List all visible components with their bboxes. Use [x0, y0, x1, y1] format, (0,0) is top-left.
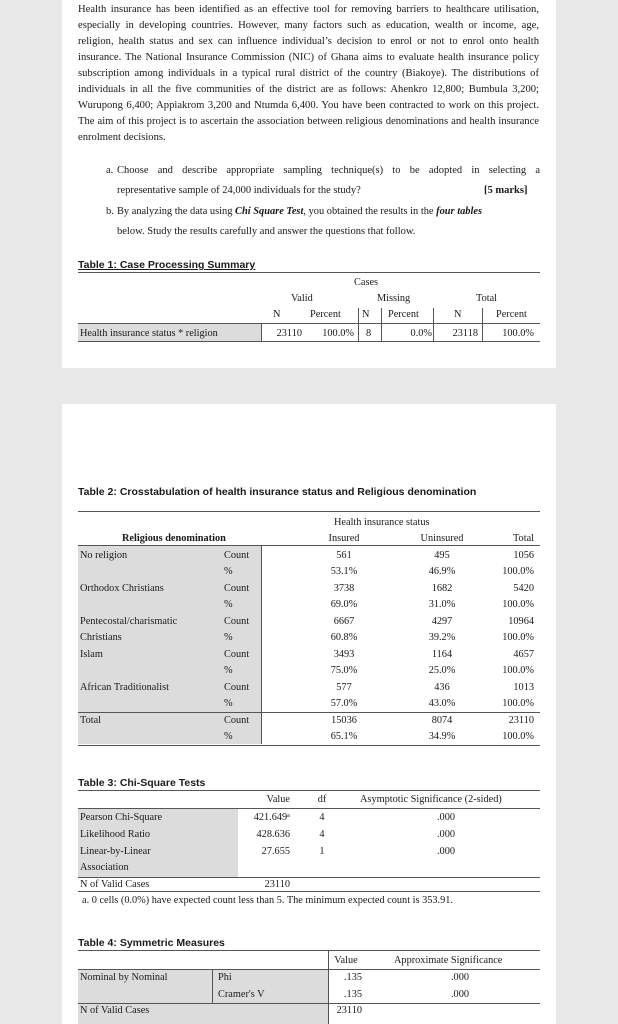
table2-insured-pct: 60.8%: [330, 632, 358, 643]
table2-pct-label: %: [224, 698, 233, 709]
table3-top-rule: [78, 790, 540, 791]
table2-insured-pct: 53.1%: [330, 566, 358, 577]
question-b-line1: [117, 204, 482, 219]
table1-percent-valid: Percent: [310, 309, 341, 320]
question-b-pre: By analyzing the data using: [117, 206, 236, 217]
table4-group-label: Nominal by Nominal: [80, 972, 168, 983]
table2-row-label: Islam: [80, 649, 103, 660]
table1-valid-n: 23110: [276, 328, 302, 339]
table2-total-count: 23110: [508, 715, 534, 726]
table2-count-label: Count: [224, 616, 250, 627]
table3-row-label-line2: Association: [80, 862, 129, 873]
table2-total-pct: 100.0%: [502, 566, 534, 577]
table2-insured-pct: 57.0%: [330, 698, 358, 709]
table2-total-pct: 100.0%: [502, 698, 534, 709]
table2-total-pct: 100.0%: [502, 632, 534, 643]
table3-col-df: df: [317, 794, 327, 805]
table2-insured-pct: 65.1%: [330, 731, 358, 742]
table2-count-label: Count: [224, 583, 250, 594]
table2-insured-count: 577: [336, 682, 352, 693]
table3-col-value: Value: [266, 794, 290, 805]
table1-n-valid: N: [273, 309, 281, 320]
table3-sig: .000: [436, 829, 456, 840]
table2-insured-count: 6667: [333, 616, 355, 627]
table1-missing-header: Missing: [377, 293, 411, 304]
table3-sig: .000: [436, 812, 456, 823]
table3-col-sig: Asymptotic Significance (2-sided): [360, 794, 502, 805]
table3-bottom-rule: [78, 891, 540, 892]
table2-pct-label: %: [224, 731, 233, 742]
table1-percent-total: Percent: [496, 309, 527, 320]
table2-pct-label: %: [224, 566, 233, 577]
table4-cramer-value: .135: [343, 989, 362, 1000]
table3-df: 4: [319, 812, 325, 823]
table2-total-count: 1056: [513, 550, 534, 561]
table2-uninsured-pct: 31.0%: [428, 599, 456, 610]
table2-count-label: Count: [224, 682, 250, 693]
table2-insured-pct: 75.0%: [330, 665, 358, 676]
table2-insured-count: 561: [336, 550, 352, 561]
table2-uninsured-pct: 34.9%: [428, 731, 456, 742]
table2-row-label: Pentecostal/charismatic: [80, 616, 178, 627]
table2-row-label: African Traditionalist: [80, 682, 169, 693]
table1-valid-header: Valid: [291, 293, 313, 304]
table2-insured-count: 15036: [331, 715, 357, 726]
table4-title: Table 4: Symmetric Measures: [78, 937, 225, 949]
table2-row-label: Total: [80, 715, 102, 726]
question-a-line2: representative sample of 24,000 individuals for the study?: [117, 185, 361, 196]
table2-top-rule: [78, 511, 540, 512]
table2-uninsured-pct: 25.0%: [428, 665, 456, 676]
table1-missing-percent: 0.0%: [410, 328, 432, 339]
table3-value: 421.649ᵃ: [253, 812, 290, 823]
table2-col-divider: [261, 546, 262, 744]
table4-nvalid: 23110: [336, 1005, 362, 1016]
table4-cramer-sig: .000: [450, 989, 470, 1000]
table2-row-label: No religion: [80, 550, 128, 561]
table2-uninsured-count: 436: [434, 682, 450, 693]
table2-uninsured-count: 1164: [431, 649, 453, 660]
table2-total-pct: 100.0%: [502, 731, 534, 742]
table2-count-label: Count: [224, 715, 250, 726]
question-b-em1: Chi Square Test: [235, 206, 304, 217]
table1-valid-percent: 100.0%: [322, 328, 354, 339]
table1-total-header: Total: [476, 293, 498, 304]
document-page-1: [62, 0, 556, 368]
table1-missing-n: 8: [366, 328, 372, 339]
table2-insured-count: 3493: [333, 649, 355, 660]
table3-nvalid: 23110: [264, 879, 290, 890]
table2-insured-count: 3738: [333, 583, 355, 594]
table4-phi-value: .135: [343, 972, 362, 983]
table4-phi-sig: .000: [450, 972, 470, 983]
table1-cases-header: Cases: [354, 277, 379, 288]
document-page-2: [62, 404, 556, 1024]
table2-count-label: Count: [224, 550, 250, 561]
table1-n-missing: N: [362, 309, 370, 320]
table3-row-label: Likelihood Ratio: [80, 829, 151, 840]
table1-percent-missing: Percent: [388, 309, 419, 320]
table3-value: 27.655: [261, 846, 290, 857]
table2-row-label: Orthodox Christians: [80, 583, 164, 594]
table4-col-divider: [212, 970, 213, 1004]
table2-count-label: Count: [224, 649, 250, 660]
question-b-line2: below. Study the results carefully and answer the questions that follow.: [117, 226, 416, 237]
table4-col-value: Value: [334, 955, 358, 966]
table3-df: 4: [319, 829, 325, 840]
table2-total-count: 1013: [513, 682, 534, 693]
table1-col-divider: [482, 308, 483, 341]
table4-col-sig: Approximate Significance: [394, 955, 503, 966]
table1-top-rule: [78, 272, 540, 273]
table3-sig: .000: [436, 846, 456, 857]
table2-uninsured-pct: 39.2%: [428, 632, 456, 643]
table2-bottom-rule: [78, 745, 540, 746]
table3-title: Table 3: Chi-Square Tests: [78, 777, 206, 789]
table2-total-rule: [78, 712, 540, 713]
table2-total-count: 5420: [513, 583, 534, 594]
table2-uninsured-pct: 43.0%: [428, 698, 456, 709]
table1-col-divider: [381, 308, 382, 341]
table4-nvalid-label: N of Valid Cases: [80, 1005, 150, 1016]
table2-total-pct: 100.0%: [502, 665, 534, 676]
table2-uninsured-count: 8074: [431, 715, 453, 726]
table1-row-label: Health insurance status * religion: [80, 328, 218, 339]
table1-col-divider: [433, 308, 434, 341]
table2-row-label-line2: Christians: [80, 632, 122, 643]
table2-uninsured-count: 1682: [431, 583, 453, 594]
table1-n-total: N: [454, 309, 462, 320]
question-a-label: a.: [106, 165, 114, 176]
table3-df: 1: [319, 846, 325, 857]
question-a-line1: Choose and describe appropriate sampling technique(s) to be adopted in selecting a: [117, 165, 540, 176]
table2-pct-label: %: [224, 599, 233, 610]
question-b-em2: four tables: [436, 206, 483, 217]
table3-nvalid-label: N of Valid Cases: [80, 879, 150, 890]
table2-group-header: Health insurance status: [334, 517, 430, 528]
table2-col-uninsured: Uninsured: [420, 533, 464, 544]
table1-col-divider: [261, 324, 262, 341]
table4-nvalid-rule: [78, 1003, 540, 1004]
table3-row-label: Linear-by-Linear: [80, 846, 151, 857]
table4-cramer-label: Cramer's V: [218, 989, 265, 1000]
table1-title: Table 1: Case Processing Summary: [78, 259, 256, 271]
table3-nvalid-rule: [78, 877, 540, 878]
table2-col-total: Total: [512, 533, 534, 544]
table1-total-n: 23118: [452, 328, 478, 339]
intro-paragraph: Health insurance has been identified as an effective tool for removing barriers to healthcare utilisation, especially in developing countries. However, many factors such as education, wealth or income, age, religion, health status and sex can influence individual’s decision to enrol or not to enrol onto health insurance. The National Insurance Commission (NIC) of Ghana aims to evaluate health insurance policy subscription among individuals in a typical rural district of the country (Biakoye). The distributions of individuals in all the five communities of the district are as follows: Ahenkro 12,800; Bumbula 3,200; Wurupong 6,400; Appiakrom 3,200 and Ntumda 6,400. You have been contracted to work on this project. The aim of this project is to ascertain the association between religious denominations and health insurance enrolment decisions.: [78, 4, 539, 143]
table2-insured-pct: 69.0%: [330, 599, 358, 610]
table2-col-insured: Insured: [328, 533, 360, 544]
table3-footnote: a. 0 cells (0.0%) have expected count less than 5. The minimum expected count is 353.91.: [82, 895, 453, 906]
question-b-label: b.: [106, 206, 114, 217]
table3-row-label: Pearson Chi-Square: [80, 812, 163, 823]
table2-total-count: 4657: [513, 649, 534, 660]
table2-uninsured-count: 495: [434, 550, 450, 561]
table2-pct-label: %: [224, 665, 233, 676]
table2-total-pct: 100.0%: [502, 599, 534, 610]
question-b-mid: , you obtained the results in the: [303, 206, 437, 217]
table3-value: 428.636: [256, 829, 290, 840]
table2-pct-label: %: [224, 632, 233, 643]
table2-title: Table 2: Crosstabulation of health insurance status and Religious denomination: [78, 486, 477, 498]
table1-total-percent: 100.0%: [502, 328, 534, 339]
table2-uninsured-count: 4297: [431, 616, 453, 627]
table4-top-rule: [78, 950, 540, 951]
table4-phi-label: Phi: [218, 972, 232, 983]
question-a-marks: [5 marks]: [484, 185, 528, 196]
table1-col-divider: [358, 308, 359, 341]
table1-bottom-rule: [78, 341, 540, 342]
table4-col-divider: [328, 951, 329, 1024]
table2-total-count: 10964: [508, 616, 534, 627]
table2-uninsured-pct: 46.9%: [428, 566, 456, 577]
table2-col-religion: Religious denomination: [122, 533, 226, 544]
